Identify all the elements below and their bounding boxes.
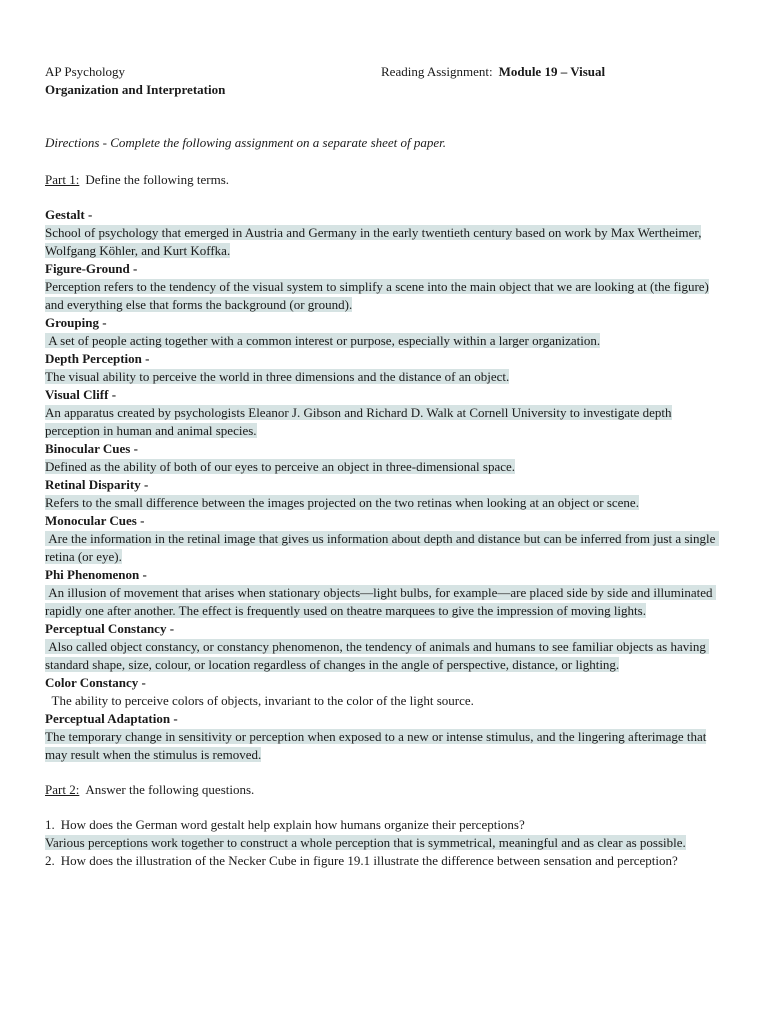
subtitle: Organization and Interpretation: [45, 82, 226, 97]
question: [45, 816, 720, 834]
term: [45, 710, 720, 764]
term-name: Perceptual Constancy -: [45, 621, 175, 636]
term: [45, 476, 720, 512]
term: [45, 386, 720, 440]
term-definition: The temporary change in sensitivity or perception when exposed to a new or intense stimulus, and the lingering afterimage that may result when the stimulus is removed.: [45, 729, 707, 762]
term-definition: A set of people acting together with a common interest or purpose, especially within a larger organization.: [45, 333, 601, 348]
header-row: [45, 63, 720, 81]
term: [45, 566, 720, 620]
term-definition: Perception refers to the tendency of the visual system to simplify a scene into the main object that we are looking at (the figure) and everything else that forms the background (or ground).: [45, 279, 709, 312]
questions-list: [45, 816, 720, 870]
term-name: Figure-Ground -: [45, 261, 138, 276]
term-name: Depth Perception -: [45, 351, 150, 366]
question-number: 1.: [45, 817, 55, 832]
question-number: 2.: [45, 853, 55, 868]
term-name: Monocular Cues -: [45, 513, 145, 528]
term-definition: An apparatus created by psychologists Eleanor J. Gibson and Richard D. Walk at Cornell University to investigate depth perception in human and animal species.: [45, 405, 672, 438]
term: [45, 620, 720, 674]
term-name: Color Constancy -: [45, 675, 146, 690]
term-definition: The ability to perceive colors of objects, invariant to the color of the light source.: [45, 693, 474, 708]
term-name: Perceptual Adaptation -: [45, 711, 178, 726]
part1-heading: [45, 171, 720, 189]
term: [45, 206, 720, 260]
part1-text: Define the following terms.: [85, 172, 229, 187]
term: [45, 260, 720, 314]
terms-list: [45, 206, 720, 764]
term-name: Grouping -: [45, 315, 107, 330]
term: [45, 314, 720, 350]
term-name: Phi Phenomenon -: [45, 567, 147, 582]
term-name: Visual Cliff -: [45, 387, 117, 402]
term-definition: Are the information in the retinal image that gives us information about depth and distance but can be inferred from just a single retina (or eye).: [45, 531, 719, 564]
term-name: Binocular Cues -: [45, 441, 138, 456]
course-title: AP Psychology: [45, 64, 126, 79]
question-answer: Various perceptions work together to construct a whole perception that is symmetrical, meaningful and as clear as possible.: [45, 835, 686, 850]
term: [45, 350, 720, 386]
term: [45, 440, 720, 476]
module-title: Module 19 – Visual: [498, 64, 606, 79]
part1-label: Part 1:: [45, 172, 80, 187]
term-definition: Refers to the small difference between the images projected on the two retinas when looking at an object or scene.: [45, 495, 639, 510]
term-definition: The visual ability to perceive the world in three dimensions and the distance of an object.: [45, 369, 510, 384]
document-page: [45, 63, 720, 870]
term-definition: School of psychology that emerged in Austria and Germany in the early twentieth century based on work by Max Wertheimer, Wolfgang Köhler, and Kurt Koffka.: [45, 225, 702, 258]
term: [45, 674, 720, 710]
part2-heading: [45, 781, 720, 799]
term-name: Gestalt -: [45, 207, 93, 222]
part2-text: Answer the following questions.: [85, 782, 255, 797]
term: [45, 512, 720, 566]
term-name: Retinal Disparity -: [45, 477, 149, 492]
term-definition: An illusion of movement that arises when stationary objects—light bulbs, for example—are placed side by side and illuminated rapidly one after another. The effect is frequently used on theatre marquees to give the impression of moving lights.: [45, 585, 716, 618]
term-definition: Also called object constancy, or constancy phenomenon, the tendency of animals and humans to see familiar objects as having standard shape, size, colour, or location regardless of changes in the angle of perspective, distance, or lighting.: [45, 639, 710, 672]
question-text: How does the German word gestalt help explain how humans organize their perceptions?: [60, 817, 525, 832]
directions: Directions - Complete the following assignment on a separate sheet of paper.: [45, 135, 447, 150]
part2-label: Part 2:: [45, 782, 80, 797]
question-text: How does the illustration of the Necker Cube in figure 19.1 illustrate the difference between sensation and perception?: [60, 853, 678, 868]
reading-assignment: [381, 63, 605, 81]
question: [45, 852, 720, 870]
reading-label: Reading Assignment:: [381, 64, 493, 79]
term-definition: Defined as the ability of both of our eyes to perceive an object in three-dimensional space.: [45, 459, 515, 474]
